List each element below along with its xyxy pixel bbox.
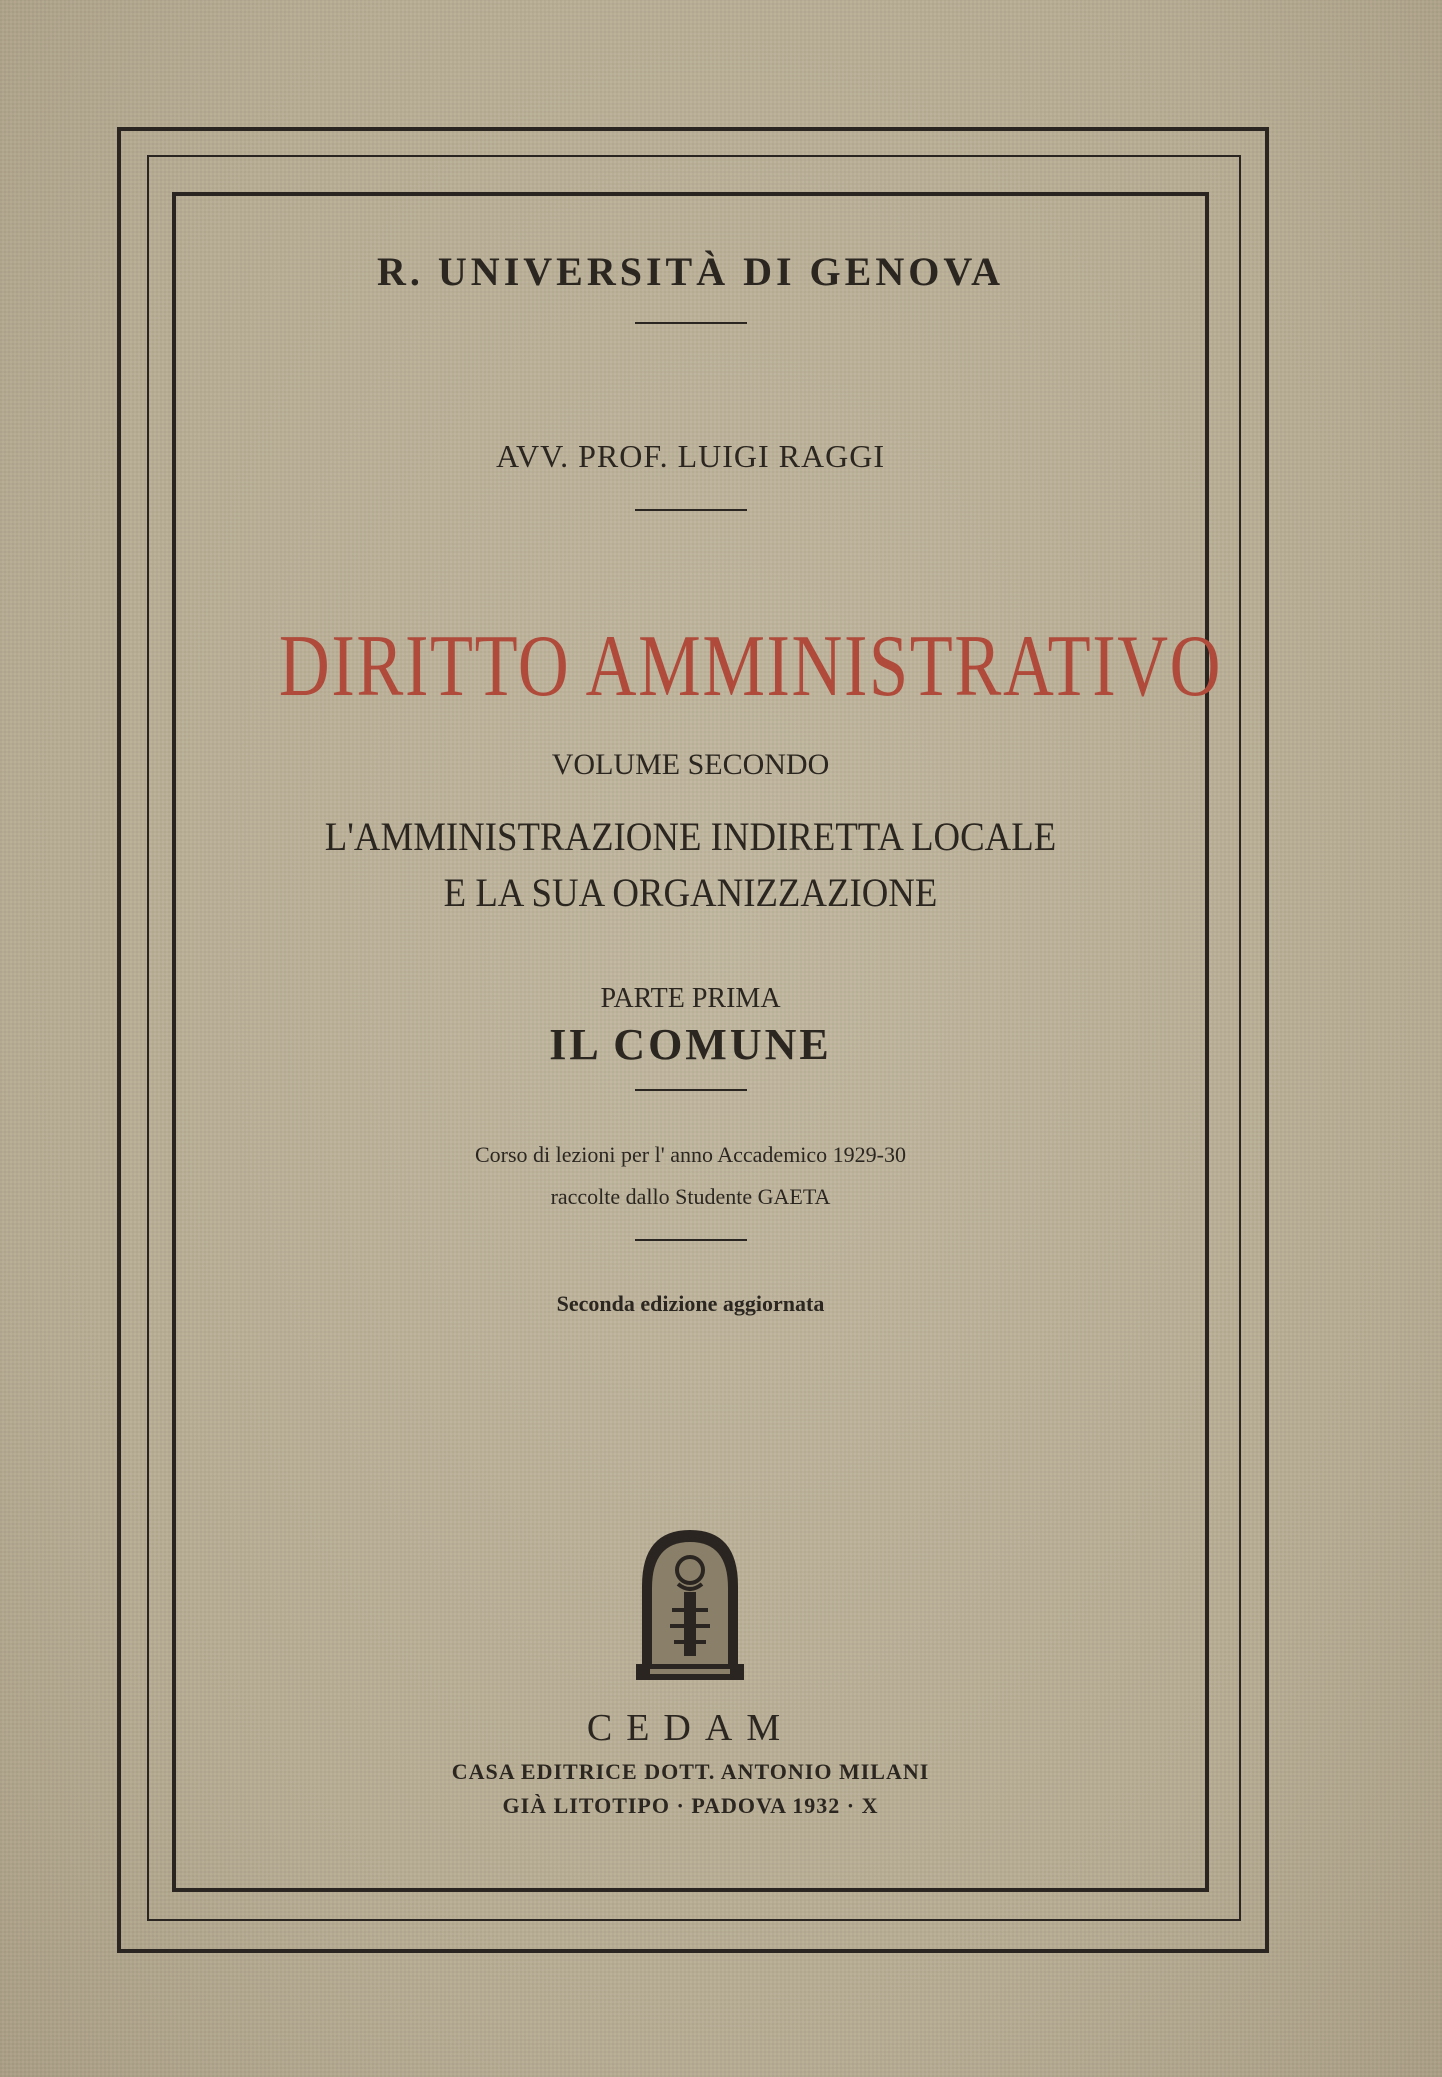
divider-rule [635,1239,747,1241]
part-title: IL COMUNE [549,1020,832,1069]
divider-rule [635,322,747,324]
publisher-name: CEDAM [586,1707,795,1749]
volume-label: VOLUME SECONDO [551,748,830,781]
publisher-line-2: GIÀ LITOTIPO · PADOVA 1932 · X [502,1793,879,1818]
book-title: DIRITTO AMMINISTRATIVO [278,618,1223,715]
cover-content [176,196,1223,1888]
publisher-line-1: CASA EDITRICE DOTT. ANTONIO MILANI [451,1759,930,1784]
course-line-1: Corso di lezioni per l' anno Accademico 1929-30 [474,1142,907,1167]
course-line-2: raccolte dallo Studente GAETA [550,1184,831,1209]
university-name: R. UNIVERSITÀ DI GENOVA [377,249,1004,294]
divider-rule [635,1089,747,1091]
publisher-emblem-icon [636,1526,744,1682]
author-name: AVV. PROF. LUIGI RAGGI [496,438,885,474]
part-label: PARTE PRIMA [600,983,781,1014]
divider-rule [635,509,747,511]
edition-note: Seconda edizione aggiornata [556,1291,825,1316]
subtitle-line-2: E LA SUA ORGANIZZAZIONE [443,870,938,915]
subtitle-line-1: L'AMMINISTRAZIONE INDIRETTA LOCALE [324,814,1057,859]
